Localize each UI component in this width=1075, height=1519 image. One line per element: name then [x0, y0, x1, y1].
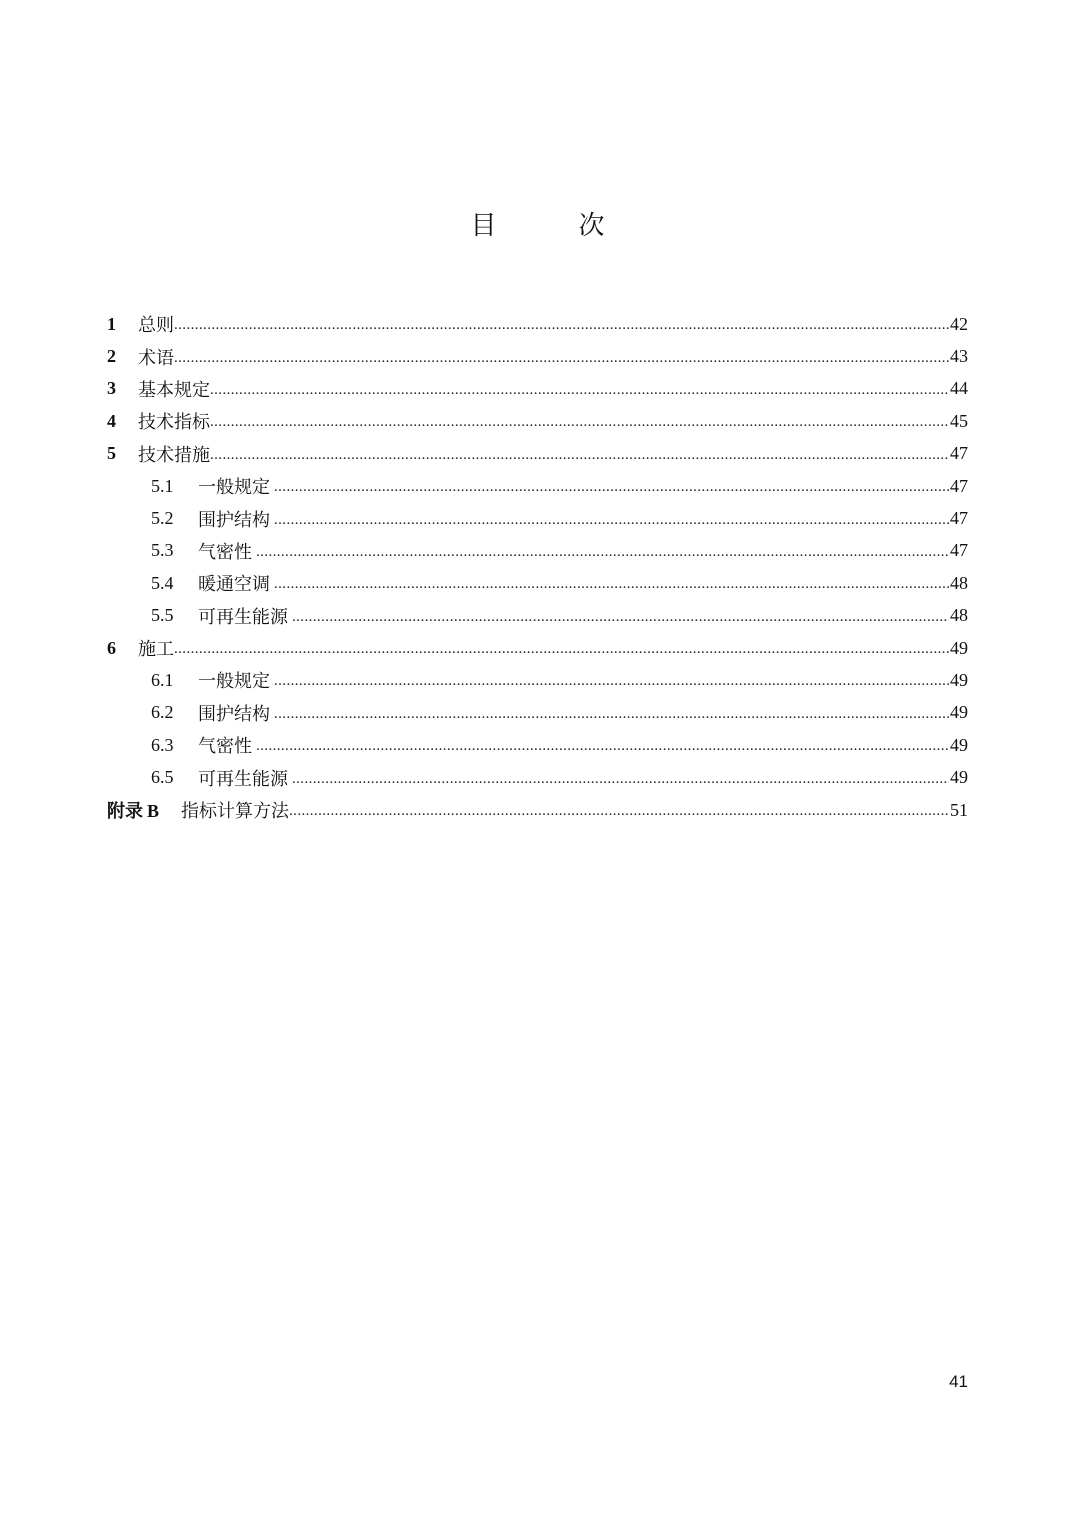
toc-entry-page: 47: [950, 475, 968, 496]
toc-entry-label: 基本规定: [138, 379, 210, 401]
toc-entry-label: 总则: [138, 315, 174, 337]
toc-entry-number: 5.1: [151, 475, 174, 496]
toc-entry-page: 49: [950, 734, 968, 755]
toc-entry-number: 5: [107, 443, 116, 464]
page-number: 41: [949, 1372, 968, 1391]
toc-entry-page: 49: [950, 637, 968, 658]
toc-entry-label: 一般规定: [198, 671, 270, 693]
toc-entry-page: 48: [950, 572, 968, 593]
dot-leader: [256, 736, 949, 754]
dot-leader: [274, 510, 949, 528]
toc-entry-label: 可再生能源: [198, 768, 288, 790]
toc-title: 目 次: [470, 211, 633, 241]
toc-entry-page: 49: [950, 702, 968, 723]
toc-entry-number: 6: [107, 637, 116, 658]
toc-entry-label: 技术措施: [138, 444, 210, 466]
toc-entry-page: 48: [950, 605, 968, 626]
toc-entry-number: 5.4: [151, 572, 174, 593]
toc-entry-page: 49: [950, 669, 968, 690]
toc-entry-2[interactable]: [107, 340, 968, 372]
toc-entry-number: 2: [107, 346, 116, 367]
appendix-prefix: 附录: [107, 801, 143, 823]
toc-entry-5-3[interactable]: [107, 535, 968, 567]
toc-entry-number: 5.2: [151, 508, 174, 529]
dot-leader: [292, 607, 949, 625]
table-of-contents: [107, 308, 968, 826]
toc-entry-5-2[interactable]: [107, 502, 968, 534]
toc-entry-page: 51: [950, 799, 968, 820]
toc-entry-appendix-b[interactable]: [107, 794, 968, 826]
toc-entry-5-4[interactable]: [107, 567, 968, 599]
toc-entry-number: 6.5: [151, 767, 174, 788]
toc-entry-6-5[interactable]: [107, 761, 968, 793]
toc-entry-page: 47: [950, 443, 968, 464]
toc-entry-6[interactable]: [107, 632, 968, 664]
toc-entry-page: 47: [950, 508, 968, 529]
toc-entry-number: 6.2: [151, 702, 174, 723]
toc-entry-page: 44: [950, 378, 968, 399]
toc-entry-3[interactable]: [107, 373, 968, 405]
toc-entry-label: 围护结构: [198, 703, 270, 725]
toc-entry-label: 技术指标: [138, 412, 210, 434]
appendix-letter: B: [147, 801, 160, 822]
dot-leader: [292, 769, 949, 787]
toc-entry-label: 可再生能源: [198, 606, 288, 628]
toc-entry-page: 42: [950, 313, 968, 334]
toc-entry-page: 49: [950, 767, 968, 788]
toc-entry-label: 气密性: [198, 541, 252, 563]
toc-entry-label: 暖通空调: [198, 574, 270, 596]
toc-entry-number: 4: [107, 410, 116, 431]
toc-entry-6-3[interactable]: [107, 729, 968, 761]
toc-entry-label: 围护结构: [198, 509, 270, 531]
toc-entry-label: 术语: [138, 347, 174, 369]
toc-entry-number: 5.3: [151, 540, 174, 561]
toc-entry-number: [107, 797, 181, 823]
dot-leader: [274, 574, 949, 592]
toc-entry-label: 一般规定: [198, 477, 270, 499]
toc-entry-page: 43: [950, 346, 968, 367]
dot-leader: [174, 639, 949, 657]
dot-leader: [210, 380, 949, 398]
toc-entry-number: 6.1: [151, 669, 174, 690]
dot-leader: [174, 315, 949, 333]
toc-entry-label: 施工: [138, 639, 174, 661]
toc-entry-5-5[interactable]: [107, 600, 968, 632]
dot-leader: [289, 801, 949, 819]
dot-leader: [274, 477, 949, 495]
toc-entry-label: 气密性: [198, 736, 252, 758]
toc-entry-6-1[interactable]: [107, 664, 968, 696]
toc-entry-6-2[interactable]: [107, 697, 968, 729]
toc-entry-number: 1: [107, 313, 116, 334]
toc-entry-5[interactable]: [107, 438, 968, 470]
dot-leader: [274, 704, 949, 722]
dot-leader: [274, 671, 949, 689]
dot-leader: [174, 348, 949, 366]
toc-entry-4[interactable]: [107, 405, 968, 437]
toc-entry-number: 6.3: [151, 734, 174, 755]
dot-leader: [210, 412, 949, 430]
toc-entry-label: 指标计算方法: [181, 801, 290, 823]
toc-entry-number: 5.5: [151, 605, 174, 626]
toc-entry-page: 47: [950, 540, 968, 561]
toc-entry-1[interactable]: [107, 308, 968, 340]
toc-entry-number: 3: [107, 378, 116, 399]
toc-entry-page: 45: [950, 410, 968, 431]
dot-leader: [256, 542, 949, 560]
toc-entry-5-1[interactable]: [107, 470, 968, 502]
dot-leader: [210, 445, 949, 463]
